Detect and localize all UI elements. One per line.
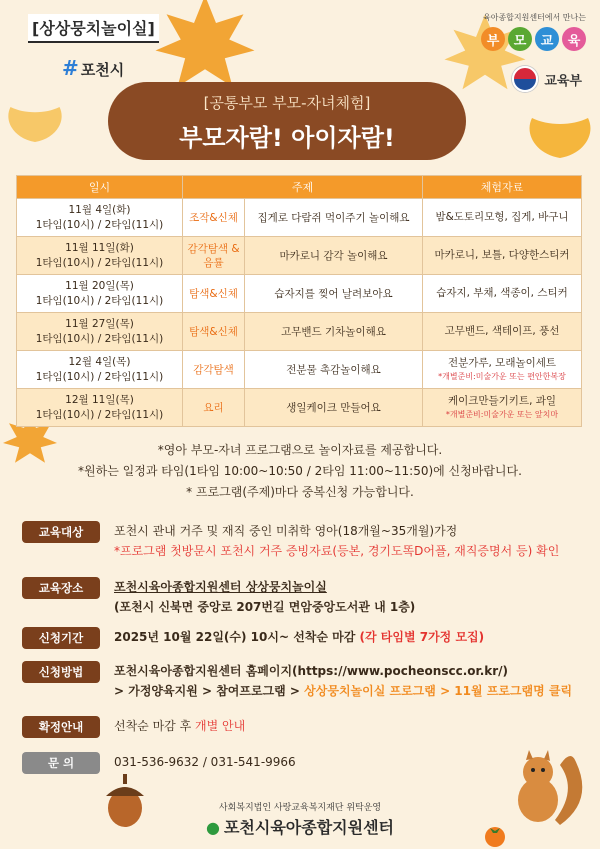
- session-time: 1타임(10시) / 2타임(11시): [35, 332, 164, 345]
- session-category: 탐색&신체: [183, 275, 245, 313]
- method-path: > 가정양육지원 > 참여프로그램 >: [114, 684, 300, 698]
- info-period: [22, 627, 582, 649]
- info-label: 신청기간: [22, 627, 100, 649]
- session-topic: 습자지를 찢어 날려보아요: [245, 275, 423, 313]
- session-time: 1타임(10시) / 2타임(11시): [35, 408, 164, 421]
- footer: [0, 800, 600, 838]
- place-name: 포천시육아종합지원센터 상상뭉치놀이실: [114, 580, 327, 594]
- schedule-table: [16, 175, 582, 427]
- period-highlight: (각 타임별 7가정 모집): [359, 630, 485, 644]
- notice-item: * 프로그램(주제)마다 중복신청 가능합니다.: [186, 485, 414, 499]
- info-label: 신청방법: [22, 661, 100, 683]
- org-logo: [0, 815, 600, 838]
- info-target: [22, 521, 582, 561]
- session-note: *개별준비:미술가운 또는 앞치마: [445, 409, 559, 419]
- session-category: 감각탐색 &음률: [183, 237, 245, 275]
- edu-badge: 모: [508, 27, 532, 51]
- edu-badge: 육: [562, 27, 586, 51]
- table-row: [17, 389, 582, 427]
- session-category: 감각탐색: [183, 351, 245, 389]
- info-label: 문 의: [22, 752, 100, 774]
- ministry-logo: [512, 66, 582, 92]
- city-logo: [62, 56, 124, 80]
- edu-badge: 부: [481, 27, 505, 51]
- table-row: [17, 313, 582, 351]
- session-material: 밤&도토리모형, 집게, 바구니: [435, 211, 569, 223]
- confirm-highlight: 개별 안내: [195, 719, 246, 733]
- table-row: [17, 351, 582, 389]
- method-program-link[interactable]: 상상뭉치놀이실 프로그램: [304, 684, 436, 698]
- center-logo-icon: ●: [206, 818, 220, 837]
- page-title: 부모자람! 아이자람!: [179, 124, 395, 152]
- confirm-text: 선착순 마감 후: [114, 719, 192, 733]
- session-date: 11월 20일(목): [65, 279, 134, 292]
- info-confirm: [22, 716, 582, 738]
- notice-list: [0, 440, 600, 503]
- ministry-name: 교육부: [544, 73, 582, 89]
- session-topic: 집게로 다람쥐 먹이주기 놀이해요: [245, 199, 423, 237]
- session-time: 1타임(10시) / 2타임(11시): [35, 294, 164, 307]
- info-place: [22, 577, 582, 617]
- session-date: 12월 11일(목): [65, 393, 134, 406]
- session-topic: 전분물 촉감놀이해요: [245, 351, 423, 389]
- org-operator: 사회복지법인 사랑교육복지재단 위탁운영: [218, 803, 382, 813]
- title-subtitle: [공통부모 부모-자녀체험]: [203, 94, 371, 112]
- parent-education-badge: [481, 12, 586, 51]
- target-proof-note: *프로그램 첫방문시 포천시 거주 증빙자료(등본, 경기도똑D어플, 재직증명서 등) 확인: [114, 544, 560, 558]
- method-click-step: > 11월 프로그램명 클릭: [440, 684, 573, 698]
- session-material: 마카로니, 보틀, 다양한스티커: [434, 249, 570, 261]
- info-label: 확정안내: [22, 716, 100, 738]
- method-homepage: 포천시육아종합지원센터 홈페이지(https://www.pocheonscc.or.kr/): [114, 664, 509, 678]
- session-category: 조작&신체: [183, 199, 245, 237]
- notice-item: *영아 부모-자녀 프로그램으로 놀이자료를 제공합니다.: [157, 443, 443, 457]
- org-name: 포천시육아종합지원센터: [223, 818, 394, 837]
- taegeuk-icon: [512, 66, 538, 92]
- period-text: 2025년 10월 22일(수) 10시~ 선착순 마감: [114, 630, 356, 644]
- hashtag-icon: #: [62, 56, 79, 80]
- info-contact: [22, 752, 582, 774]
- session-topic: 고무밴드 기차놀이해요: [245, 313, 423, 351]
- session-time: 1타임(10시) / 2타임(11시): [35, 370, 164, 383]
- header-material: 체험자료: [423, 176, 582, 199]
- info-label: 교육장소: [22, 577, 100, 599]
- session-topic: 생일케이크 만들어요: [245, 389, 423, 427]
- session-date: 11월 11일(화): [65, 241, 134, 254]
- header-topic: 주제: [183, 176, 423, 199]
- session-note: *개별준비:미술가운 또는 편안한복장: [438, 371, 566, 381]
- session-time: 1타임(10시) / 2타임(11시): [35, 218, 164, 231]
- info-method: [22, 661, 582, 701]
- session-time: 1타임(10시) / 2타임(11시): [35, 256, 164, 269]
- session-material: 케이크만들기키트, 과일: [447, 394, 557, 407]
- edu-badge: 교: [535, 27, 559, 51]
- target-text: 포천시 관내 거주 및 재직 중인 미취학 영아(18개월~35개월)가정: [114, 524, 458, 538]
- session-material: 전분가루, 모래놀이세트: [447, 356, 557, 369]
- session-date: 11월 4일(화): [68, 203, 131, 216]
- session-material: 습자지, 부채, 색종이, 스티커: [436, 287, 568, 299]
- ginkgo-leaf-icon: [0, 100, 70, 170]
- header-date: 일시: [17, 176, 183, 199]
- contact-phone[interactable]: 031-536-9632 / 031-541-9966: [114, 755, 296, 769]
- program-room-tag: [상상뭉치놀이실]: [28, 14, 159, 43]
- session-date: 11월 27일(목): [65, 317, 134, 330]
- session-date: 12월 4일(목): [68, 355, 131, 368]
- session-material: 고무밴드, 색테이프, 풍선: [444, 325, 560, 337]
- table-row: [17, 199, 582, 237]
- partner-note: 육아종합지원센터에서 만나는: [482, 13, 586, 22]
- session-topic: 마카로니 감각 놀이해요: [245, 237, 423, 275]
- table-header-row: [17, 176, 582, 199]
- info-label: 교육대상: [22, 521, 100, 543]
- title-banner: [108, 82, 466, 160]
- table-row: [17, 275, 582, 313]
- place-address: (포천시 신북면 중앙로 207번길 면암중앙도서관 내 1층): [114, 600, 416, 614]
- session-category: 요리: [183, 389, 245, 427]
- city-logo-text: 포천시: [80, 61, 125, 79]
- notice-item: *원하는 일정과 타임(1타임 10:00~10:50 / 2타임 11:00~11:50)에 신청바랍니다.: [78, 464, 522, 478]
- table-row: [17, 237, 582, 275]
- session-category: 탐색&신체: [183, 313, 245, 351]
